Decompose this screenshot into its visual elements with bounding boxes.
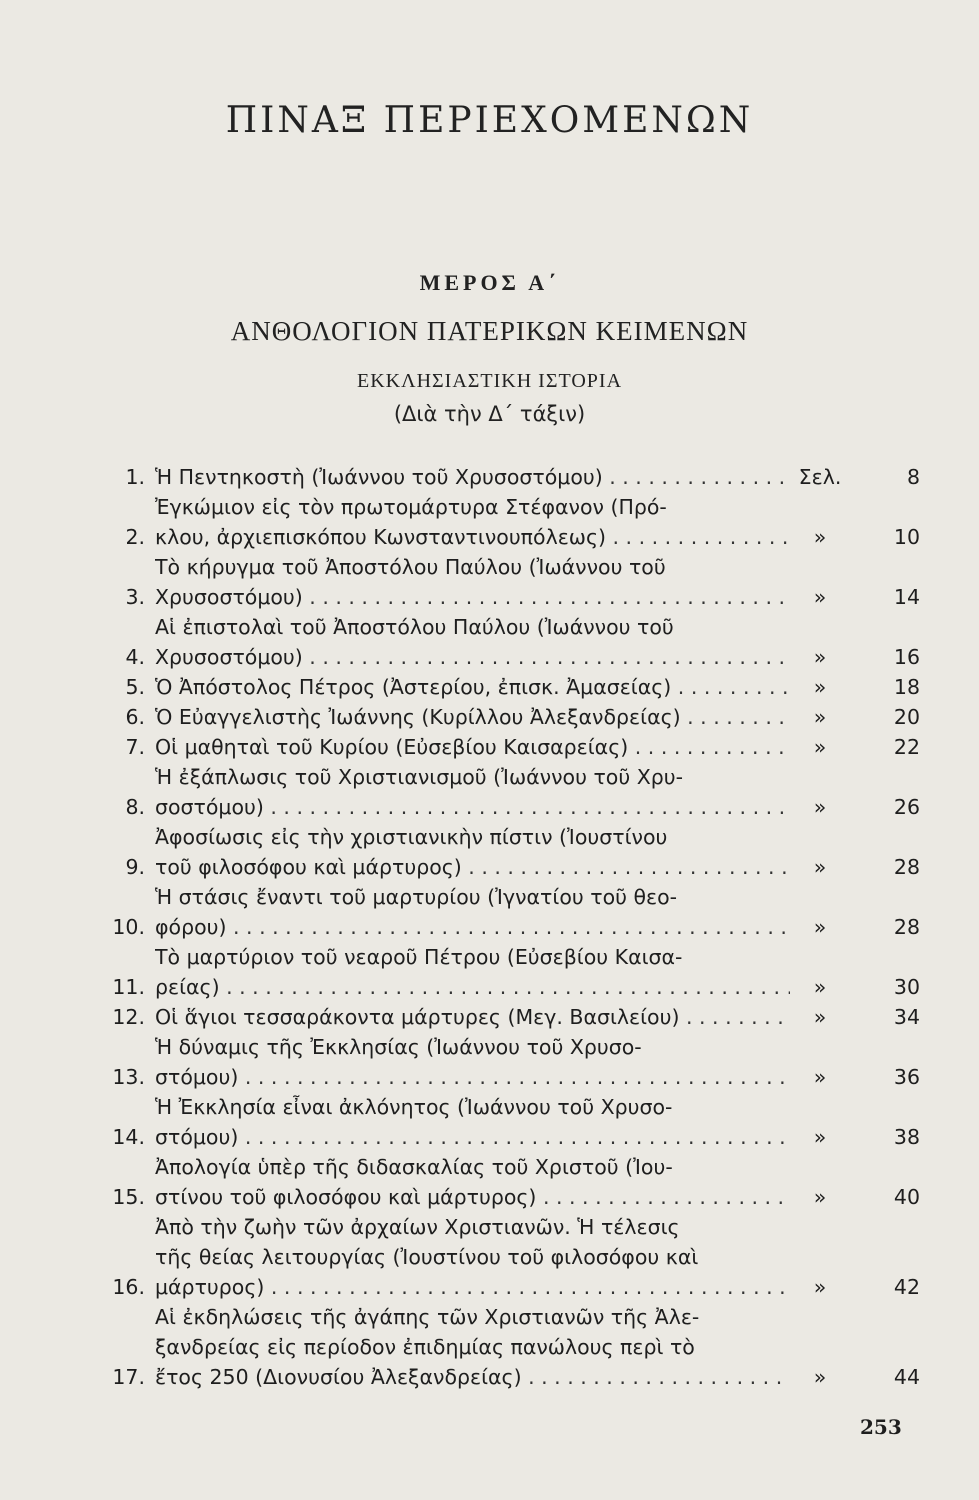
entry-title-line: Ἀπολογία ὑπὲρ τῆς διδασκαλίας τοῦ Χριστοῦ (Ἰου- (155, 1155, 673, 1179)
entry-number: 8. (125, 795, 145, 819)
entry-title-line: Ἡ δύναμις τῆς Ἐκκλησίας (Ἰωάννου τοῦ Χρυσο- (155, 1035, 642, 1059)
entry-title-line: στόμου) . . . (155, 1122, 790, 1152)
entry-title (155, 732, 790, 762)
ditto-mark: » (813, 1125, 827, 1149)
entry-title-line: ρείας) . . . (155, 972, 790, 1002)
toc-entry (90, 882, 920, 942)
section-heading: ΕΚΚΛΗΣΙΑΣΤΙΚΗ ΙΣΤΟΡΙΑ (356, 370, 623, 392)
entry-page: 34 (893, 1005, 920, 1029)
toc-entry (90, 1092, 920, 1152)
entry-title (155, 462, 790, 492)
entry-page: 8 (906, 465, 920, 489)
toc-entry (90, 492, 920, 552)
entry-title (155, 552, 790, 612)
entry-title-line: Ἡ Πεντηκοστὴ (Ἰωάννου τοῦ Χρυσοστόμου) . . . (155, 462, 790, 492)
entry-title-line: τοῦ φιλοσόφου καὶ μάρτυρος) . . . (155, 852, 790, 882)
entry-page: 40 (893, 1185, 920, 1209)
entry-title (155, 672, 790, 702)
ditto-mark: » (813, 645, 827, 669)
entry-title (155, 492, 790, 552)
ditto-mark: » (813, 1365, 827, 1389)
entry-number: 12. (112, 1005, 145, 1029)
table-of-contents (90, 462, 920, 1392)
entry-page: 28 (893, 855, 920, 879)
entry-title (155, 942, 790, 1002)
entry-title-line: Τὸ κήρυγμα τοῦ Ἀποστόλου Παύλου (Ἰωάννου τοῦ (155, 555, 666, 579)
entry-number: 16. (112, 1275, 145, 1299)
entry-number: 17. (112, 1365, 145, 1389)
entry-title (155, 1152, 790, 1212)
entry-title-line: Ἀπὸ τὴν ζωὴν τῶν ἀρχαίων Χριστιανῶν. Ἡ τέλεσις (155, 1215, 680, 1239)
entry-number: 14. (112, 1125, 145, 1149)
anthology-heading: ΑΝΘΟΛΟΓΙΟΝ ΠΑΤΕΡΙΚΩΝ ΚΕΙΜΕΝΩΝ (230, 316, 749, 346)
toc-entry (90, 702, 920, 732)
entry-title-line: Χρυσοστόμου) . . . (155, 582, 790, 612)
ditto-mark: » (813, 675, 827, 699)
toc-entry (90, 1152, 920, 1212)
entry-number: 6. (125, 705, 145, 729)
entry-title-line: Τὸ μαρτύριον τοῦ νεαροῦ Πέτρου (Εὐσεβίου Καισα- (155, 945, 683, 969)
entry-number: 11. (112, 975, 145, 999)
toc-entry (90, 462, 920, 492)
entry-title (155, 1002, 790, 1032)
page-label: Σελ. (798, 465, 842, 489)
entry-title-line: Ἀφοσίωσις εἰς τὴν χριστιανικὴν πίστιν (Ἰουστίνου (155, 825, 668, 849)
ditto-mark: » (813, 525, 827, 549)
page-title: ΠΙΝΑΞ ΠΕΡΙΕΧΟΜΕΝΩΝ (225, 100, 754, 141)
ditto-mark: » (813, 735, 827, 759)
entry-title-line: Ὁ Ἀπόστολος Πέτρος (Ἀστερίου, ἐπισκ. Ἀμασείας) . . . (155, 672, 790, 702)
entry-page: 20 (893, 705, 920, 729)
entry-title-line: ἔτος 250 (Διονυσίου Ἀλεξανδρείας) . . . (155, 1362, 790, 1392)
entry-number: 3. (125, 585, 145, 609)
entry-title-line: σοστόμου) . . . (155, 792, 790, 822)
entry-title-line: Ἡ Ἐκκλησία εἶναι ἀκλόνητος (Ἰωάννου τοῦ Χρυσο- (155, 1095, 673, 1119)
part-heading: ΜΕΡΟΣ Α΄ (419, 270, 560, 295)
entry-title-line: φόρου) . . . (155, 912, 790, 942)
entry-page: 30 (893, 975, 920, 999)
entry-number: 15. (112, 1185, 145, 1209)
entry-number: 1. (125, 465, 145, 489)
entry-page: 42 (893, 1275, 920, 1299)
toc-entry (90, 942, 920, 1002)
toc-entry (90, 552, 920, 612)
toc-entry (90, 1032, 920, 1092)
entry-title-line: Ὁ Εὐαγγελιστὴς Ἰωάννης (Κυρίλλου Ἀλεξανδρείας) . . . (155, 702, 790, 732)
entry-page: 36 (893, 1065, 920, 1089)
entry-title-line: Αἱ ἐκδηλώσεις τῆς ἀγάπης τῶν Χριστιανῶν τῆς Ἀλε- (155, 1305, 700, 1329)
entry-title (155, 822, 790, 882)
ditto-mark: » (813, 855, 827, 879)
entry-number: 2. (125, 525, 145, 549)
page-number: 253 (860, 1415, 902, 1439)
entry-page: 16 (893, 645, 920, 669)
toc-entry (90, 1212, 920, 1302)
toc-entry (90, 612, 920, 672)
toc-entry (90, 1002, 920, 1032)
toc-entry (90, 1302, 920, 1392)
entry-title (155, 1302, 790, 1392)
entry-number: 4. (125, 645, 145, 669)
entry-title (155, 1032, 790, 1092)
ditto-mark: » (813, 975, 827, 999)
entry-page: 44 (893, 1365, 920, 1389)
entry-title (155, 1092, 790, 1152)
entry-title-line: Ἡ στάσις ἔναντι τοῦ μαρτυρίου (Ἰγνατίου τοῦ θεο- (155, 885, 678, 909)
entry-page: 22 (893, 735, 920, 759)
entry-title-line: κλου, ἀρχιεπισκόπου Κωνσταντινουπόλεως) . . . (155, 522, 790, 552)
ditto-mark: » (813, 915, 827, 939)
entry-title-line: μάρτυρος) . . . (155, 1272, 790, 1302)
toc-entry (90, 762, 920, 822)
entry-page: 14 (893, 585, 920, 609)
ditto-mark: » (813, 1065, 827, 1089)
entry-title-line: στόμου) . . . (155, 1062, 790, 1092)
entry-number: 9. (125, 855, 145, 879)
toc-entry (90, 672, 920, 702)
ditto-mark: » (813, 795, 827, 819)
entry-page: 18 (893, 675, 920, 699)
entry-title-line: Οἱ ἅγιοι τεσσαράκοντα μάρτυρες (Μεγ. Βασιλείου) . . . (155, 1002, 790, 1032)
entry-title-line: Χρυσοστόμου) . . . (155, 642, 790, 672)
entry-page: 10 (893, 525, 920, 549)
entry-page: 28 (893, 915, 920, 939)
entry-number: 7. (125, 735, 145, 759)
entry-title-line: ξανδρείας εἰς περίοδον ἐπιδημίας πανώλους περὶ τὸ (155, 1335, 695, 1359)
entry-number: 13. (112, 1065, 145, 1089)
entry-title (155, 762, 790, 822)
entry-title-line: στίνου τοῦ φιλοσόφου καὶ μάρτυρος) . . . (155, 1182, 790, 1212)
ditto-mark: » (813, 1185, 827, 1209)
entry-page: 26 (893, 795, 920, 819)
entry-title (155, 1212, 790, 1302)
entry-title-line: Οἱ μαθηταὶ τοῦ Κυρίου (Εὐσεβίου Καισαρείας) . . . (155, 732, 790, 762)
entry-title (155, 882, 790, 942)
entry-title (155, 702, 790, 732)
ditto-mark: » (813, 1275, 827, 1299)
ditto-mark: » (813, 585, 827, 609)
entry-title (155, 612, 790, 672)
entry-title-line: Αἱ ἐπιστολαὶ τοῦ Ἀποστόλου Παύλου (Ἰωάννου τοῦ (155, 615, 674, 639)
ditto-mark: » (813, 1005, 827, 1029)
entry-number: 10. (112, 915, 145, 939)
entry-page: 38 (893, 1125, 920, 1149)
toc-entry (90, 822, 920, 882)
ditto-mark: » (813, 705, 827, 729)
entry-title-line: Ἐγκώμιον εἰς τὸν πρωτομάρτυρα Στέφανον (Πρό- (155, 495, 667, 519)
entry-number: 5. (125, 675, 145, 699)
entry-title-line: τῆς θείας λειτουργίας (Ἰουστίνου τοῦ φιλοσόφου καὶ (155, 1245, 699, 1269)
class-note: (Διὰ τὴν Δ΄ τάξιν) (393, 402, 586, 426)
toc-entry (90, 732, 920, 762)
entry-title-line: Ἡ ἐξάπλωσις τοῦ Χριστιανισμοῦ (Ἰωάννου τοῦ Χρυ- (155, 765, 684, 789)
